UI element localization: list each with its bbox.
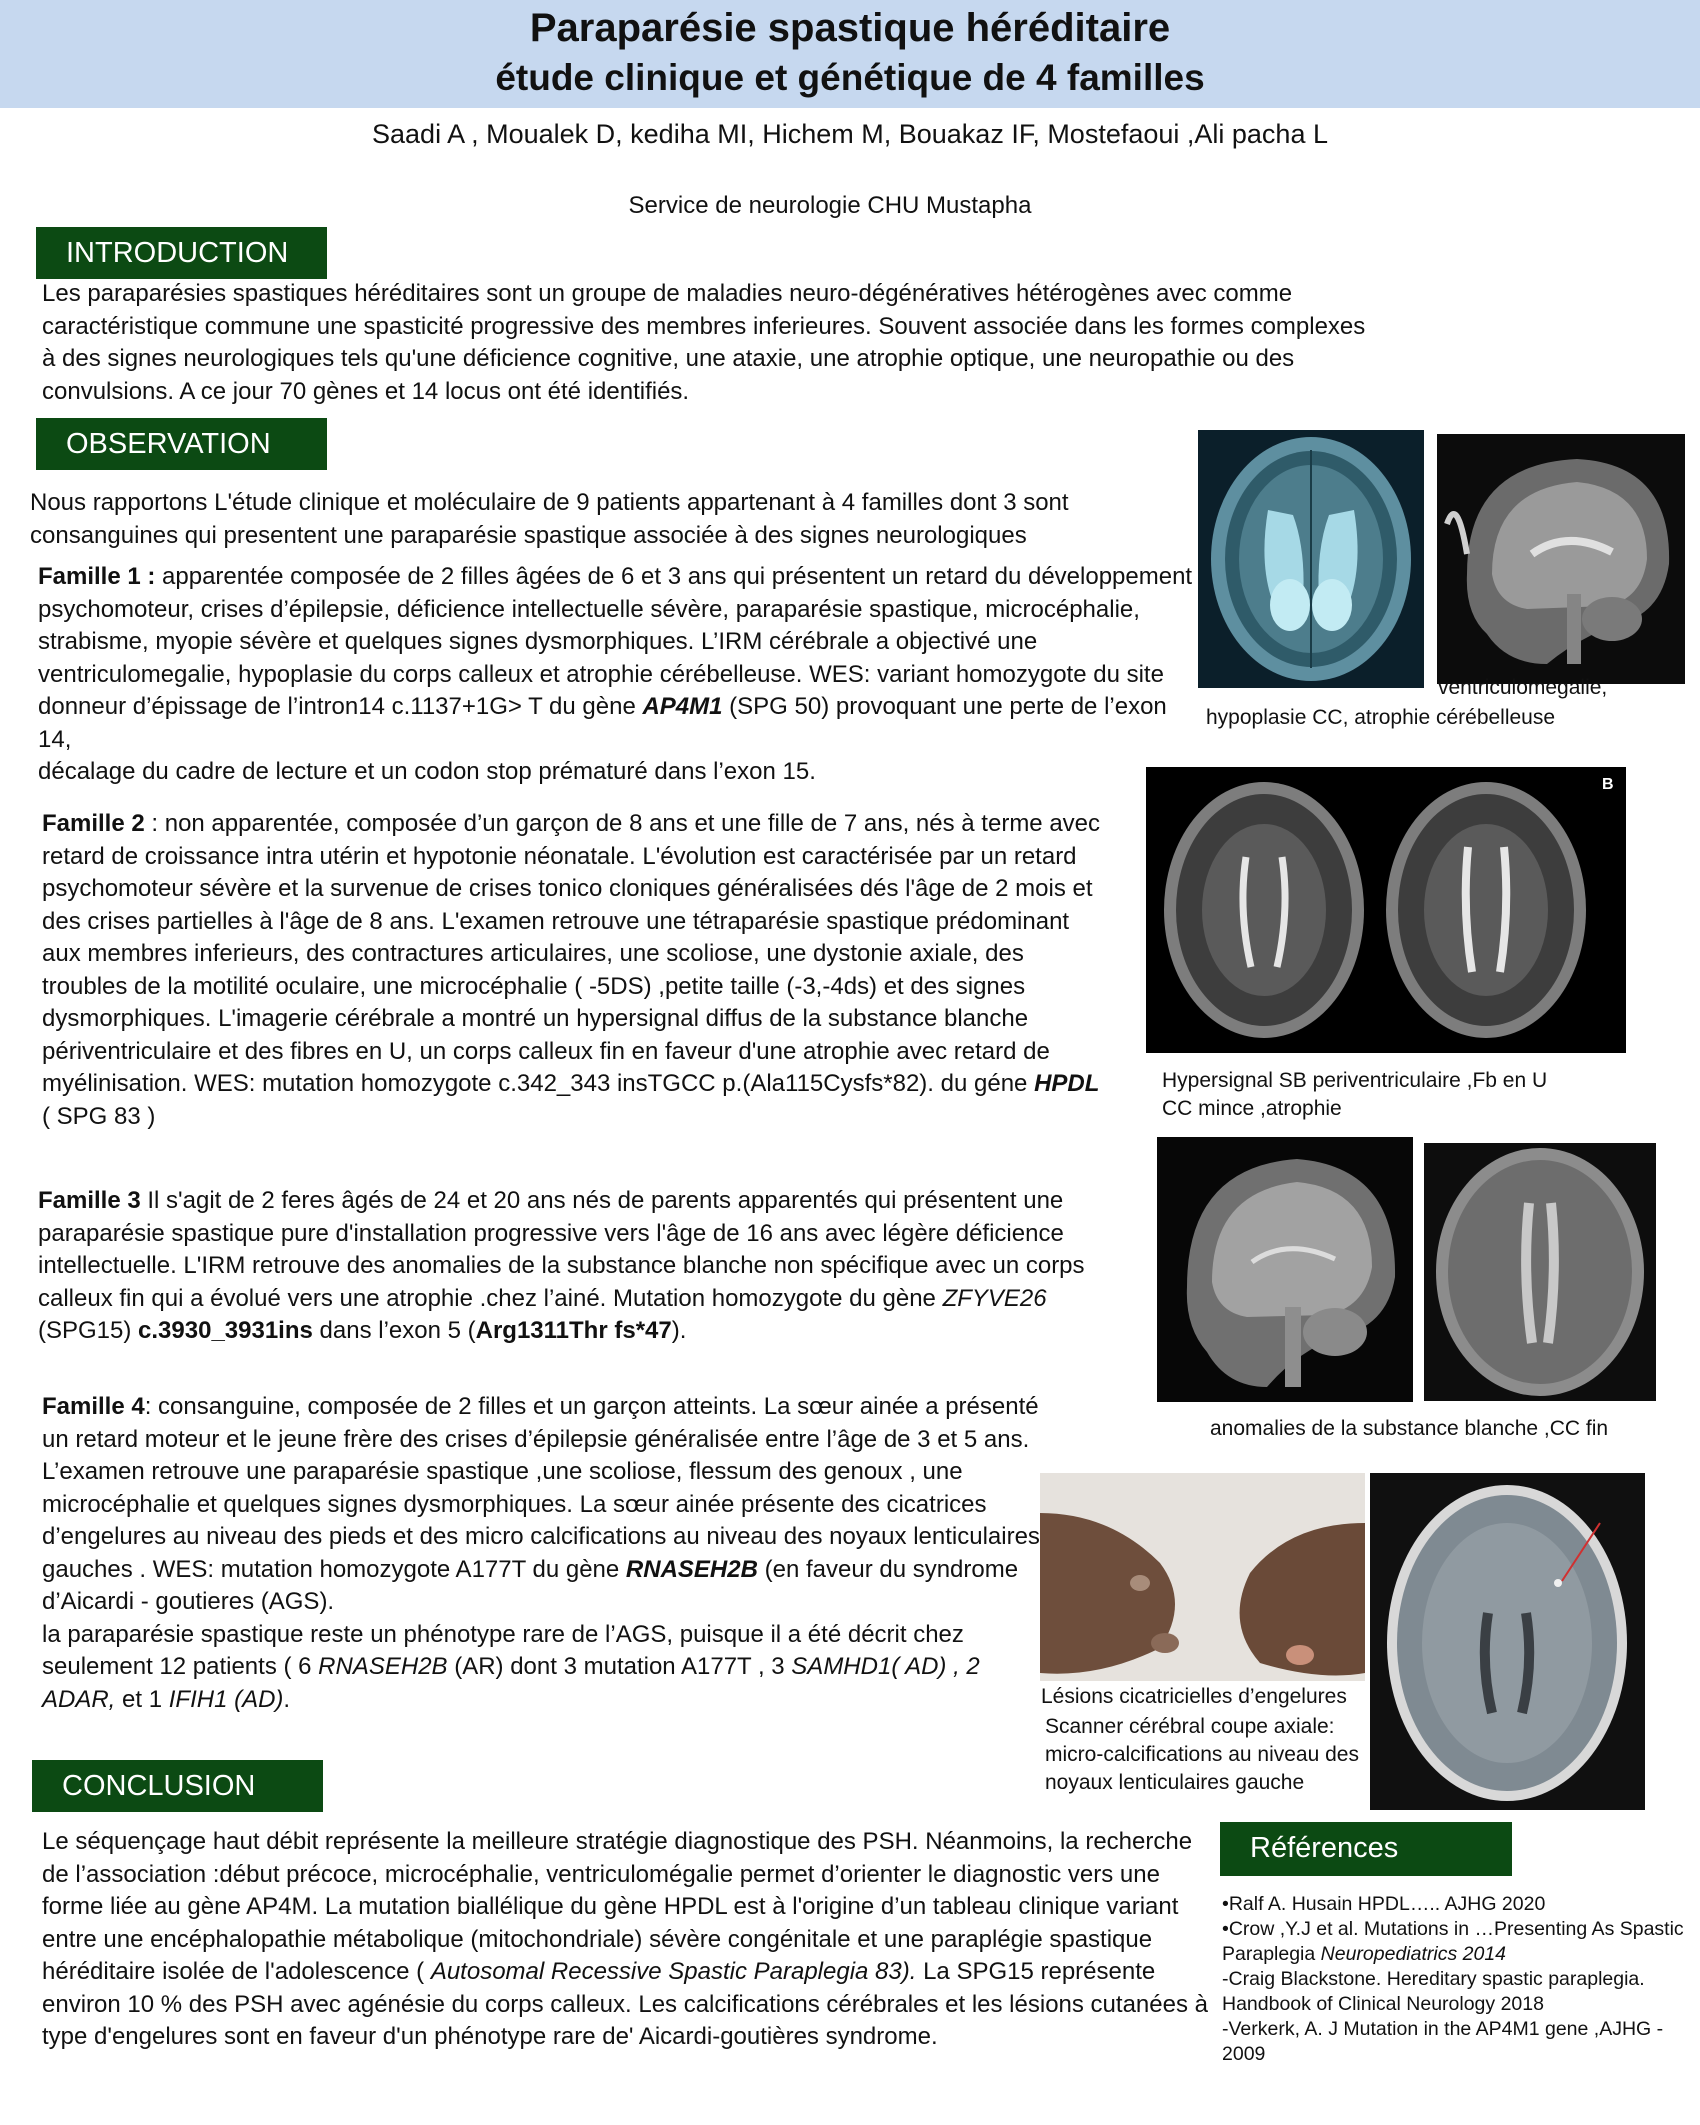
famille-3-text: Il s'agit de 2 feres âgés de 24 et 20 ans nés de parents apparentés qui présentent une paraparésie spastique pure d'installation progressive vers l'âge de 16 ans avec légère déficience intellectuelle. L'IRM retrouve des anomalies de la substance blanche non spécifique avec un corps calleux fin qui a évolué vers une atrophie .chez l’ainé. Mutation homozygote du gène xyxy=(38,1187,1085,1312)
famille-3-text-b: (SPG15) xyxy=(38,1317,139,1344)
affiliation: Service de neurologie CHU Mustapha xyxy=(628,192,1032,219)
gene-zfyve26: ZFYVE26 xyxy=(942,1284,1047,1312)
fig2-panel-letter: B xyxy=(1602,776,1614,793)
fig2-caption: Hypersignal SB periventriculaire ,Fb en U CC mince ,atrophie xyxy=(1162,1069,1548,1120)
famille-4-text-d: et 1 xyxy=(115,1685,169,1713)
mri-sagittal-cerebellar-atrophy xyxy=(1437,434,1685,684)
famille-1-label: Famille 1 : xyxy=(38,563,156,590)
references-heading: Références xyxy=(1220,1822,1512,1876)
reference-item xyxy=(1222,1917,1692,1967)
famille-2-paragraph xyxy=(42,808,1102,1133)
conclusion-text xyxy=(42,1826,1212,2054)
photo-chilblain-feet xyxy=(1040,1473,1365,1681)
famille-1-text: apparentée composée de 2 filles âgées de 6 et 3 ans qui présentent un retard du développement psychomoteur, crises d’épilepsie, déficience intellectuelle sévère, paraparésie spastique, microcéphalie, strabisme, myopie sévère et quelques signes dysmorphiques. L’IRM cérébrale a objectivé une ventriculomegalie, hypoplasie du corps calleux et atrophie cérébelleuse. WES: variant homozygote du site donneur d’épissage de l’intron14 c.1137+1G> T du gène xyxy=(38,563,1193,720)
protein-change: Arg1311Thr fs*47 xyxy=(475,1317,672,1344)
famille-4-text-c: (AR) dont 3 mutation A177T , 3 xyxy=(447,1653,792,1680)
fig1-caption-a: ventriculomegalie, xyxy=(1438,676,1608,699)
gene-ifih1: IFIH1 (AD) xyxy=(168,1685,284,1713)
introduction-text: Les paraparésies spastiques héréditaires sont un groupe de maladies neuro-dégénératives hétérogènes avec comme caractéristique commune une spasticité progressive des membres inferieures. Souvent associée dans les formes complexes à des signes neurologiques tels qu'une déficience cognitive, une ataxie, une atrophie optique, une neuropathie ou des convulsions. A ce jour 70 gènes et 14 locus ont été identifiés. xyxy=(42,280,1366,405)
authors: Saadi A , Moualek D, kediha MI, Hichem M, Bouakaz IF, Mostefaoui ,Ali pacha L xyxy=(372,119,1328,149)
mri-sagittal-thin-cc xyxy=(1157,1137,1413,1402)
reference-item: -Verkerk, A. J Mutation in the AP4M1 gene ,AJHG - 2009 xyxy=(1222,2018,1664,2065)
fig4-caption: Lésions cicatricielles d’engelures xyxy=(1041,1685,1347,1708)
mri-axial-t2-pair xyxy=(1146,767,1626,1053)
gene-rnaseh2b: RNASEH2B xyxy=(625,1555,758,1583)
introduction-heading: INTRODUCTION xyxy=(36,227,327,279)
observation-heading: OBSERVATION xyxy=(36,418,327,470)
reference-list xyxy=(1222,1892,1692,2067)
gene-ap4m1: AP4M1 xyxy=(642,693,723,720)
poster-subtitle: étude clinique et génétique de 4 familles xyxy=(495,57,1205,98)
famille-2-text: : non apparentée, composée d’un garçon de 8 ans et une fille de 7 ans, nés à terme avec retard de croissance intra utérin et hypotonie néonatale. L'évolution est caractérisée par un retard psychomoteur sévère et la survenue de crises tonico cloniques généralisées dés l'âge de 2 mois et des crises partielles à l'âge de 8 ans. L'examen retrouve une tétraparésie spastique prédominant aux membres inferieurs, des contractures articulaires, une scoliose, une dystonie axiale, des troubles de la motilité oculaire, une microcéphalie ( -5DS) ,petite taille (-3,-4ds) et des signes dysmorphiques. L'imagerie cérébrale a montré un hypersignal diffus de la substance blanche périventriculaire et des fibres en U, un corps calleux fin en faveur d'une atrophie avec retard de myélinisation. WES: mutation homozygote c.342_343 insTGCC p.(Ala115Cysfs*82). du géne xyxy=(42,810,1101,1097)
famille-3-paragraph xyxy=(38,1185,1098,1348)
conclusion-italic: Autosomal Recessive Spastic Paraplegia 83). xyxy=(430,1958,917,1985)
fig5-caption: Scanner cérébral coupe axiale: micro-calcifications au niveau des noyaux lenticulaires gauche xyxy=(1045,1715,1359,1794)
conclusion-heading: CONCLUSION xyxy=(32,1760,323,1812)
famille-4-label: Famille 4 xyxy=(42,1393,145,1420)
reference-item: •Ralf A. Husain HPDL….. AJHG 2020 xyxy=(1222,1893,1546,1915)
famille-2-text-end: ( SPG 83 ) xyxy=(42,1102,156,1130)
mutation-c3930: c.3930_3931ins xyxy=(138,1317,313,1344)
famille-1-text-end: (SPG 50) provoquant une perte de l’exon 14, décalage du cadre de lecture et un codon stop prématuré dans l’exon 15. xyxy=(38,693,1167,785)
gene-samhd1-adar: SAMHD1( AD) , 2 ADAR, xyxy=(42,1653,980,1713)
famille-4-text: : consanguine, composée de 2 filles et un garçon atteints. La sœur ainée a présenté un retard moteur et le jeune frère des crises d’épilepsie généralisée entre l’âge de 3 et 5 ans. L’examen retrouve une paraparésie spastique ,une scoliose, flessum des genoux , une microcéphalie et quelques signes dysmorphiques. La sœur ainée présente des cicatrices d’engelures au niveau des pieds et des micro calcifications au niveau des noyaux lenticulaires gauches . WES: mutation homozygote A177T du gène xyxy=(42,1393,1040,1583)
mri-axial-flair-white-matter xyxy=(1424,1143,1656,1401)
famille-3-text-c: dans l’exon 5 ( xyxy=(312,1317,476,1344)
famille-4-text-end: . xyxy=(283,1685,291,1713)
fig3-caption: anomalies de la substance blanche ,CC fin xyxy=(1210,1417,1609,1440)
conclusion-text-b: La SPG15 représente environ 10 % des PSH avec agénésie du corps calleux. Les calcifications cérébrales et les lésions cutanées à type d'engelures sont en faveur d'un phénotype rare de' Aicardi-goutières syndrome. xyxy=(42,1958,1208,2050)
conclusion-text-a: Le séquençage haut débit représente la meilleure stratégie diagnostique des PSH. Néanmoins, la recherche de l’association :début précoce, microcéphalie, ventriculomégalie permet d’orienter le diagnostic vers une forme liée au gène AP4M. La mutation biallélique du gène HPDL est à l'origine d’un tableau clinique variant entre une encéphalopathie métabolique (mitochondriale) sévère congénitale et une paraplégie spastique héréditaire isolée de l'adolescence ( xyxy=(42,1828,1193,1985)
gene-hpdl: HPDL xyxy=(1034,1070,1100,1097)
famille-4-text-b: (en faveur du syndrome d’Aicardi - goutieres (AGS). la paraparésie spastique reste un phénotype rare de l’AGS, puisque il a été décrit chez seulement 12 patients ( 6 xyxy=(42,1555,1019,1680)
reference-item: -Craig Blackstone. Hereditary spastic paraplegia. Handbook of Clinical Neurology 2018 xyxy=(1222,1968,1645,2015)
reference-journal: Neuropediatrics 2014 xyxy=(1320,1943,1507,1965)
famille-2-label: Famille 2 xyxy=(42,810,145,837)
reference-text: •Crow ,Y.J et al. Mutations in …Presenting As Spastic Paraplegia xyxy=(1222,1918,1684,1965)
observation-intro: Nous rapportons L'étude clinique et moléculaire de 9 patients appartenant à 4 familles dont 3 sont consanguines qui presentent une paraparésie spastique associée à des signes neurologiques xyxy=(30,489,1069,549)
famille-1-paragraph xyxy=(38,561,1198,789)
fig1-caption-b: hypoplasie CC, atrophie cérébelleuse xyxy=(1206,706,1556,729)
famille-4-paragraph xyxy=(42,1391,1054,1716)
gene-rnaseh2b-2: RNASEH2B xyxy=(318,1653,448,1680)
famille-3-label: Famille 3 xyxy=(38,1187,141,1214)
ct-axial-calcifications xyxy=(1370,1473,1645,1810)
famille-3-text-end: ). xyxy=(671,1317,687,1344)
mri-axial-ventriculomegaly xyxy=(1198,430,1424,688)
poster-title: Paraparésie spastique héréditaire xyxy=(529,6,1171,50)
